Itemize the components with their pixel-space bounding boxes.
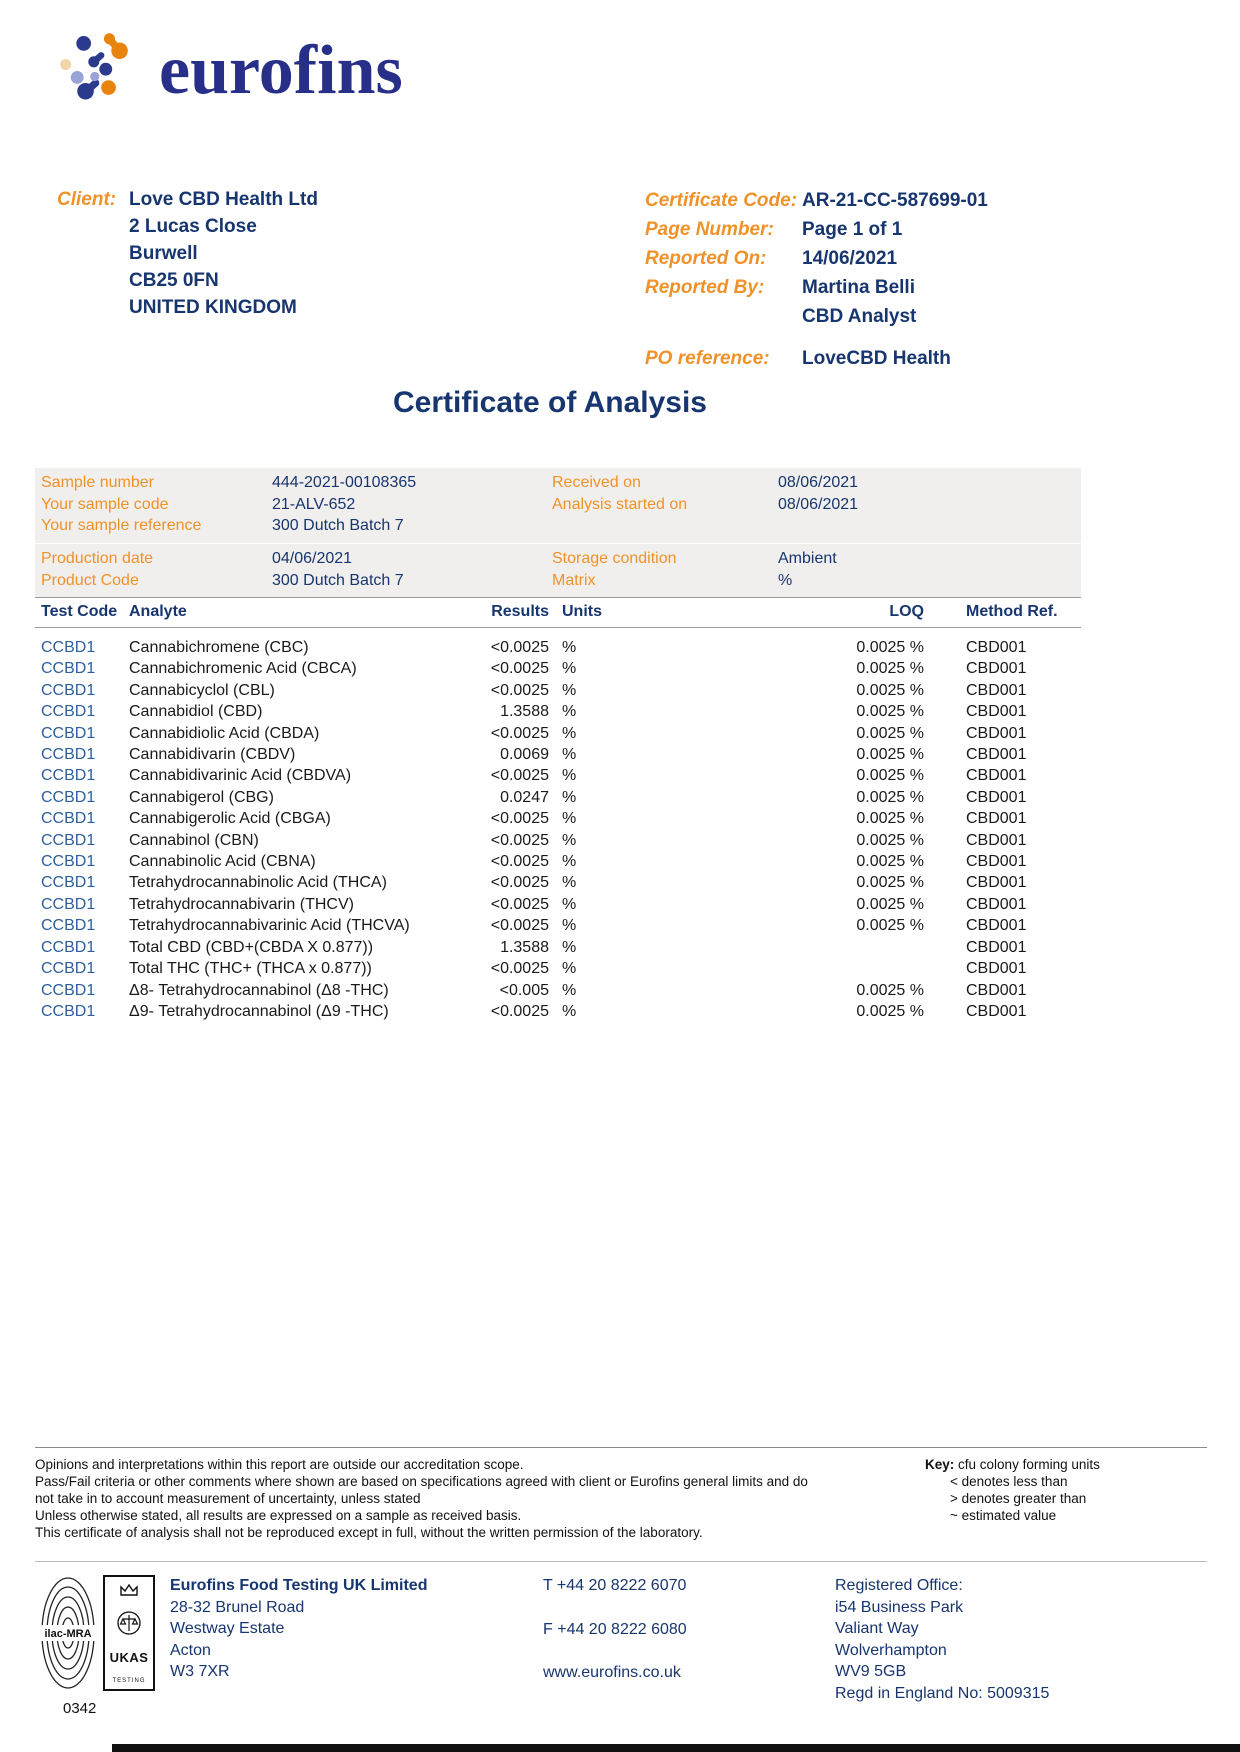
sample-info-left: [41, 472, 552, 537]
footer-address-line: 28-32 Brunel Road: [170, 1598, 305, 1616]
info-label: Your sample code: [41, 495, 169, 513]
production-info-left: [41, 548, 552, 591]
footer-company-address: [170, 1597, 427, 1683]
key-item: < denotes less than: [950, 1474, 1068, 1489]
info-label: Product Code: [41, 571, 139, 589]
loq-cell: 0.0025 %: [856, 660, 924, 678]
result-cell: <0.0025: [490, 810, 549, 828]
method-ref-cell: CBD001: [966, 660, 1027, 678]
info-row: [552, 472, 1081, 494]
client-block: [57, 186, 318, 321]
units-cell: %: [562, 660, 577, 678]
units-cell: %: [562, 746, 577, 764]
test-code-cell: CCBD1: [41, 788, 96, 806]
info-row: [41, 570, 552, 592]
footer-registered-line: Regd in England No: 5009315: [835, 1684, 1050, 1702]
client-label: Client:: [57, 189, 117, 210]
info-value: 300 Dutch Batch 7: [272, 571, 404, 589]
test-code-cell: CCBD1: [41, 981, 96, 999]
test-code-cell: CCBD1: [41, 874, 96, 892]
units-cell: %: [562, 853, 577, 871]
footer-company-block: [170, 1575, 427, 1683]
production-info-block: [35, 544, 1081, 597]
ukas-mark: [103, 1575, 155, 1691]
ukas-text: UKAS: [109, 1649, 149, 1665]
method-ref-cell: CBD001: [966, 874, 1027, 892]
footer-registered-line: i54 Business Park: [835, 1598, 964, 1616]
units-cell: %: [562, 703, 577, 721]
units-cell: %: [562, 938, 577, 956]
info-label: Matrix: [552, 571, 596, 589]
units-cell: %: [562, 810, 577, 828]
key-label: Key:: [925, 1457, 955, 1472]
result-cell: 0.0069: [500, 746, 549, 764]
test-code-cell: CCBD1: [41, 917, 96, 935]
result-cell: <0.0025: [490, 895, 549, 913]
analyte-cell: Cannabidiolic Acid (CBDA): [129, 724, 320, 742]
loq-cell: 0.0025 %: [856, 810, 924, 828]
units-cell: %: [562, 917, 577, 935]
key-items: [950, 1473, 1100, 1524]
analyte-cell: Total THC (THC+ (THCA x 0.877)): [129, 960, 372, 978]
header-results: Results: [491, 603, 549, 620]
result-cell: <0.0025: [490, 767, 549, 785]
method-ref-cell: CBD001: [966, 788, 1027, 806]
method-ref-cell: CBD001: [966, 724, 1027, 742]
test-code-cell: CCBD1: [41, 1002, 96, 1020]
test-code-cell: CCBD1: [41, 938, 96, 956]
info-row: [41, 494, 552, 516]
info-value: 21-ALV-652: [272, 495, 356, 513]
disclaimer-line: This certificate of analysis shall not be reproduced except in full, without the written permission of the laboratory.: [35, 1525, 703, 1540]
analyte-cell: Cannabichromene (CBC): [129, 639, 309, 656]
header-analyte: Analyte: [129, 603, 187, 620]
ilac-mra-seal: [40, 1575, 96, 1691]
disclaimer-block: [35, 1447, 1207, 1541]
result-cell: <0.0025: [490, 660, 549, 678]
accreditation-marks: [40, 1575, 155, 1691]
analyte-cell: Cannabigerolic Acid (CBGA): [129, 810, 331, 828]
test-code-cell: CCBD1: [41, 831, 96, 849]
test-code-cell: CCBD1: [41, 746, 96, 764]
result-row: [35, 744, 1081, 765]
units-cell: %: [562, 981, 577, 999]
brand-name: eurofins: [159, 32, 403, 109]
units-cell: %: [562, 767, 577, 785]
ukas-subtext: TESTING: [112, 1677, 146, 1684]
result-row: [35, 1001, 1081, 1022]
units-cell: %: [562, 681, 577, 699]
result-cell: <0.0025: [490, 874, 549, 892]
result-row: [35, 830, 1081, 851]
result-row: [35, 808, 1081, 829]
meta-label: Page Number:: [645, 219, 774, 240]
units-cell: %: [562, 874, 577, 892]
meta-row: [645, 215, 988, 244]
loq-cell: 0.0025 %: [856, 703, 924, 721]
result-row: [35, 894, 1081, 915]
disclaimer-text: [35, 1456, 830, 1541]
header-method-ref: Method Ref.: [966, 603, 1058, 620]
info-row: [41, 472, 552, 494]
info-value: 444-2021-00108365: [272, 474, 417, 491]
meta-value: Page 1 of 1: [802, 219, 903, 240]
result-row: [35, 637, 1081, 658]
analyte-cell: Cannabinol (CBN): [129, 831, 259, 849]
meta-label: [645, 302, 802, 331]
test-code-cell: CCBD1: [41, 810, 96, 828]
test-code-cell: CCBD1: [41, 853, 96, 871]
result-cell: <0.0025: [490, 724, 549, 742]
loq-cell: 0.0025 %: [856, 746, 924, 764]
result-row: [35, 680, 1081, 701]
units-cell: %: [562, 1002, 577, 1020]
header-test-code: Test Code: [41, 603, 118, 620]
method-ref-cell: CBD001: [966, 810, 1027, 828]
production-info-right: [552, 548, 1081, 591]
client-address-line: Love CBD Health Ltd: [129, 189, 318, 210]
meta-row: [645, 244, 988, 273]
test-code-cell: CCBD1: [41, 660, 96, 678]
test-code-cell: CCBD1: [41, 639, 96, 656]
test-code-cell: CCBD1: [41, 724, 96, 742]
method-ref-cell: CBD001: [966, 831, 1027, 849]
crown-icon: [119, 1583, 139, 1597]
test-code-cell: CCBD1: [41, 895, 96, 913]
footer-registered-line: Wolverhampton: [835, 1641, 947, 1659]
result-cell: <0.0025: [490, 681, 549, 699]
analyte-cell: Tetrahydrocannabivarin (THCV): [129, 895, 354, 913]
method-ref-cell: CBD001: [966, 895, 1027, 913]
analyte-cell: Cannabidivarin (CBDV): [129, 746, 296, 764]
result-row: [35, 958, 1081, 979]
units-cell: %: [562, 639, 577, 656]
client-address-line: UNITED KINGDOM: [129, 297, 297, 318]
method-ref-cell: CBD001: [966, 681, 1027, 699]
header-units: Units: [562, 603, 602, 620]
info-value: Ambient: [778, 550, 837, 567]
info-value: 08/06/2021: [778, 495, 859, 513]
po-value: LoveCBD Health: [802, 348, 951, 369]
client-address-line: Burwell: [129, 243, 198, 264]
footer-contact-block: [543, 1575, 687, 1706]
disclaimer-line: Pass/Fail criteria or other comments where shown are based on specifications agreed with client or Eurofins general limits and do not take in to account measurement of uncertainty, unless stated: [35, 1474, 808, 1506]
disclaimer-line: Unless otherwise stated, all results are expressed on a sample as received basis.: [35, 1508, 522, 1523]
footer-registered-line: Registered Office:: [835, 1577, 963, 1594]
method-ref-cell: CBD001: [966, 703, 1027, 721]
eurofins-logo-icon: [57, 28, 149, 114]
info-label: Production date: [41, 550, 154, 567]
result-cell: <0.005: [499, 981, 549, 999]
result-cell: 1.3588: [500, 938, 549, 956]
info-label: Your sample reference: [41, 517, 202, 534]
analyte-cell: Tetrahydrocannabivarinic Acid (THCVA): [129, 917, 410, 935]
eurofins-logo: [57, 28, 403, 114]
info-label: Sample number: [41, 474, 154, 491]
result-row: [35, 937, 1081, 958]
client-address-line: 2 Lucas Close: [129, 216, 257, 237]
footer-registered-line: WV9 5GB: [835, 1663, 907, 1680]
meta-row: [645, 344, 951, 373]
info-value: 08/06/2021: [778, 474, 859, 491]
analyte-cell: Δ8- Tetrahydrocannabinol (Δ8 -THC): [129, 981, 389, 999]
result-cell: <0.0025: [490, 853, 549, 871]
key-cfu: cfu colony forming units: [958, 1457, 1100, 1472]
result-cell: <0.0025: [490, 960, 549, 978]
footer-address-line: W3 7XR: [170, 1663, 230, 1680]
result-row: [35, 872, 1081, 893]
ilac-mra-text: ilac-MRA: [44, 1628, 92, 1640]
result-cell: <0.0025: [490, 1002, 549, 1020]
info-row: [41, 548, 552, 570]
test-code-cell: CCBD1: [41, 681, 96, 699]
analyte-cell: Cannabinolic Acid (CBNA): [129, 853, 316, 871]
footer-address-line: Westway Estate: [170, 1620, 285, 1637]
footer-registered-line: Valiant Way: [835, 1620, 919, 1637]
method-ref-cell: CBD001: [966, 981, 1027, 999]
info-value: %: [778, 571, 793, 589]
info-row: [552, 570, 1081, 592]
key-block: [925, 1456, 1100, 1541]
result-cell: <0.0025: [490, 831, 549, 849]
info-label: Storage condition: [552, 550, 677, 567]
result-row: [35, 723, 1081, 744]
footer-website: www.eurofins.co.uk: [543, 1664, 681, 1681]
disclaimer-line: Opinions and interpretations within this report are outside our accreditation scope.: [35, 1457, 524, 1472]
loq-cell: [829, 958, 924, 979]
meta-row: [645, 186, 988, 215]
analyte-cell: Total CBD (CBD+(CBDA X 0.877)): [129, 938, 374, 956]
result-row: [35, 701, 1081, 722]
info-row: [41, 515, 552, 537]
method-ref-cell: CBD001: [966, 938, 1027, 956]
method-ref-cell: CBD001: [966, 767, 1027, 785]
footer-phone: T +44 20 8222 6070: [543, 1577, 687, 1594]
sample-info-right: [552, 472, 1081, 537]
loq-cell: 0.0025 %: [856, 831, 924, 849]
result-row: [35, 765, 1081, 786]
method-ref-cell: CBD001: [966, 917, 1027, 935]
document-title: Certificate of Analysis: [393, 386, 707, 419]
loq-cell: 0.0025 %: [856, 681, 924, 699]
meta-value: CBD Analyst: [802, 306, 917, 327]
meta-row: [645, 273, 988, 302]
results-table: [35, 597, 1081, 1022]
key-item: > denotes greater than: [950, 1491, 1087, 1506]
info-value: 300 Dutch Batch 7: [272, 517, 404, 534]
sample-info-block: [35, 468, 1081, 543]
meta-label: Reported By:: [645, 277, 765, 298]
method-ref-cell: CBD001: [966, 853, 1027, 871]
loq-cell: 0.0025 %: [856, 1002, 924, 1020]
units-cell: %: [562, 724, 577, 742]
key-first-line: [925, 1456, 1100, 1473]
footer-address-line: Acton: [170, 1641, 211, 1659]
analyte-cell: Δ9- Tetrahydrocannabinol (Δ9 -THC): [129, 1002, 389, 1020]
report-meta-block: [645, 186, 988, 331]
footer-company-name: Eurofins Food Testing UK Limited: [170, 1577, 428, 1594]
test-code-cell: CCBD1: [41, 703, 96, 721]
method-ref-cell: CBD001: [966, 639, 1027, 656]
info-row: [552, 548, 1081, 570]
key-item: ~ estimated value: [950, 1508, 1057, 1523]
method-ref-cell: CBD001: [966, 1002, 1027, 1020]
accreditation-number: 0342: [63, 1700, 97, 1717]
loq-cell: 0.0025 %: [856, 767, 924, 785]
result-row: [35, 915, 1081, 936]
result-row: [35, 658, 1081, 679]
client-address-line: CB25 0FN: [129, 270, 219, 291]
client-address: [129, 186, 318, 321]
header-loq: LOQ: [889, 603, 924, 620]
footer-fax: F +44 20 8222 6080: [543, 1620, 687, 1638]
analyte-cell: Cannabichromenic Acid (CBCA): [129, 660, 357, 678]
loq-cell: 0.0025 %: [856, 639, 924, 656]
units-cell: %: [562, 788, 577, 806]
po-label: PO reference:: [645, 348, 770, 369]
info-label: Analysis started on: [552, 495, 688, 513]
analyte-cell: Cannabidivarinic Acid (CBDVA): [129, 767, 352, 785]
footer-registered-block: [835, 1575, 1049, 1704]
page-edge-bar: [112, 1744, 1240, 1752]
test-code-cell: CCBD1: [41, 767, 96, 785]
units-cell: %: [562, 895, 577, 913]
result-row: [35, 851, 1081, 872]
analyte-cell: Cannabicyclol (CBL): [129, 681, 275, 699]
result-cell: <0.0025: [490, 639, 549, 656]
meta-value: 14/06/2021: [802, 248, 898, 269]
units-cell: %: [562, 960, 577, 978]
result-cell: <0.0025: [490, 917, 549, 935]
test-code-cell: CCBD1: [41, 960, 96, 978]
loq-cell: 0.0025 %: [856, 874, 924, 892]
loq-cell: 0.0025 %: [856, 853, 924, 871]
results-table-body: [35, 628, 1081, 1022]
loq-cell: 0.0025 %: [856, 724, 924, 742]
scales-icon: [116, 1610, 142, 1636]
units-cell: %: [562, 831, 577, 849]
meta-value: Martina Belli: [802, 277, 915, 298]
info-label: Received on: [552, 474, 641, 491]
meta-value: AR-21-CC-587699-01: [802, 190, 988, 211]
loq-cell: [829, 937, 924, 958]
method-ref-cell: CBD001: [966, 960, 1027, 978]
result-cell: 0.0247: [500, 788, 549, 806]
analyte-cell: Cannabidiol (CBD): [129, 703, 263, 721]
po-reference-block: [645, 344, 951, 373]
loq-cell: 0.0025 %: [856, 981, 924, 999]
result-cell: 1.3588: [500, 703, 549, 721]
info-value: 04/06/2021: [272, 550, 353, 567]
loq-cell: 0.0025 %: [856, 917, 924, 935]
page-footer: [35, 1561, 1207, 1721]
loq-cell: 0.0025 %: [856, 895, 924, 913]
analyte-cell: Cannabigerol (CBG): [129, 788, 274, 806]
method-ref-cell: CBD001: [966, 746, 1027, 764]
meta-label: Certificate Code:: [645, 190, 798, 211]
result-row: [35, 787, 1081, 808]
meta-label: Reported On:: [645, 248, 767, 269]
meta-row: [645, 302, 988, 331]
loq-cell: 0.0025 %: [856, 788, 924, 806]
analyte-cell: Tetrahydrocannabinolic Acid (THCA): [129, 874, 387, 892]
info-row: [552, 494, 1081, 516]
result-row: [35, 980, 1081, 1001]
results-table-header: [35, 597, 1081, 628]
